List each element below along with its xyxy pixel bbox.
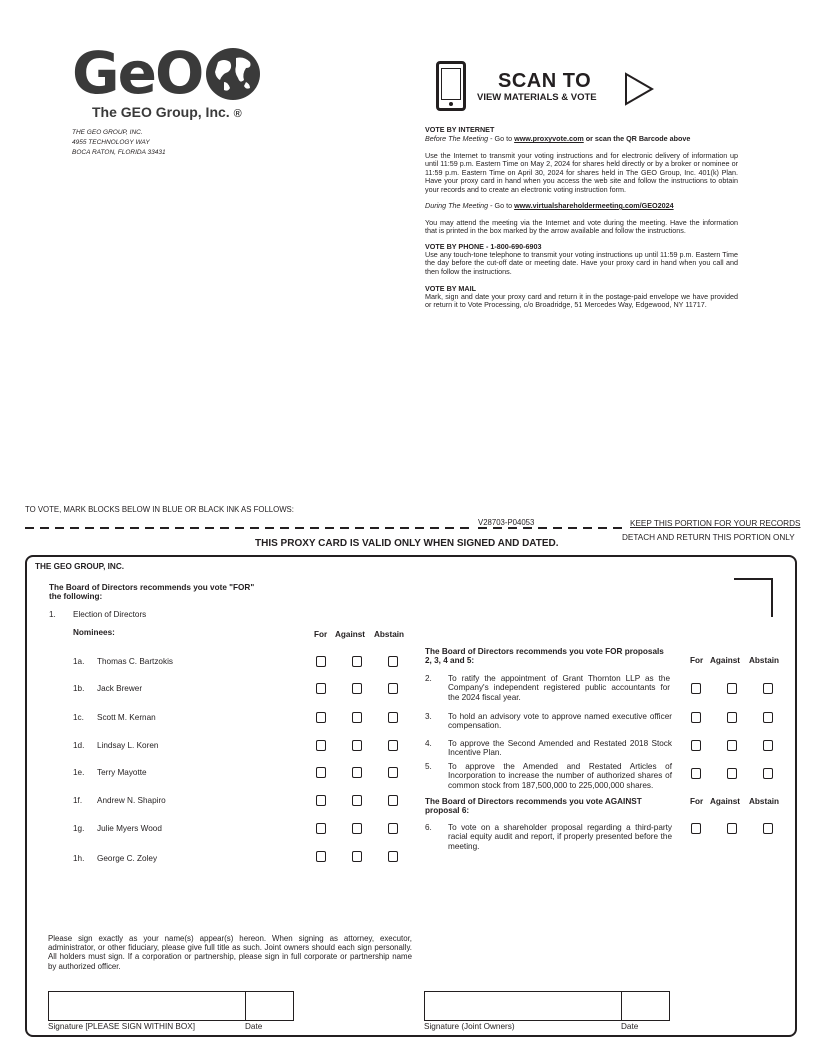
globe-icon [206, 48, 260, 100]
for-checkbox[interactable] [316, 795, 326, 806]
board-rec-line-2: the following: [49, 592, 103, 601]
abstain-checkbox[interactable] [763, 768, 773, 779]
nominees-label: Nominees: [73, 628, 115, 637]
col-for-2: For [690, 656, 704, 665]
board-rec-line-1: The Board of Directors recommends you vote "FOR" [49, 583, 255, 592]
joint-date-label: Date [621, 1022, 639, 1031]
nominee-name: Lindsay L. Koren [97, 741, 159, 750]
nominee-number: 1e. [73, 768, 85, 777]
abstain-checkbox[interactable] [388, 712, 398, 723]
control-code: V28703-P04053 [478, 518, 535, 527]
cut-line-right [478, 527, 622, 529]
for-checkbox[interactable] [691, 712, 701, 723]
proxy-card [25, 555, 797, 1037]
against-checkbox[interactable] [727, 768, 737, 779]
nominee-number: 1c. [73, 713, 84, 722]
col-against: Against [335, 630, 366, 639]
keep-portion-label: KEEP THIS PORTION FOR YOUR RECORDS [630, 519, 801, 528]
abstain-checkbox[interactable] [388, 823, 398, 834]
proposal-text: To vote on a shareholder proposal regarding a third-party racial equity audit and report, if properly presented before the meeting. [448, 823, 672, 851]
vote-internet-heading: VOTE BY INTERNET [425, 125, 495, 134]
item1-label: Election of Directors [73, 610, 147, 619]
date-label: Date [245, 1022, 263, 1031]
virtual-meeting-link[interactable]: www.virtualshareholdermeeting.com/GEO2024 [514, 201, 674, 210]
for-checkbox[interactable] [316, 823, 326, 834]
abstain-checkbox[interactable] [388, 656, 398, 667]
for-checkbox[interactable] [691, 768, 701, 779]
vote-mail-body: Mark, sign and date your proxy card and return it in the postage-paid envelope we have provided or return it to Vote Processing, c/o Broadridge, 51 Mercedes Way, Edgewood, NY 11717. [425, 292, 738, 310]
cut-line-left [25, 527, 470, 529]
scan-subtitle: VIEW MATERIALS & VOTE [477, 92, 597, 103]
proxyvote-link[interactable]: www.proxyvote.com [514, 134, 584, 143]
detach-portion-label: DETACH AND RETURN THIS PORTION ONLY [622, 533, 795, 542]
signature-box[interactable] [48, 991, 294, 1021]
nominee-name: Terry Mayotte [97, 768, 147, 777]
joint-signature-box[interactable] [424, 991, 670, 1021]
proposal-number: 6. [425, 823, 432, 832]
abstain-checkbox[interactable] [388, 767, 398, 778]
nominee-number: 1f. [73, 796, 83, 805]
against-checkbox[interactable] [727, 823, 737, 834]
proposal-number: 4. [425, 739, 432, 748]
logo-company-name: The GEO Group, Inc. [92, 104, 230, 120]
nominee-number: 1a. [73, 657, 85, 666]
joint-signature-date-divider [621, 992, 622, 1020]
registered-mark: ® [233, 108, 242, 120]
proposal-number: 3. [425, 712, 432, 721]
for-checkbox[interactable] [316, 767, 326, 778]
for-checkbox[interactable] [316, 740, 326, 751]
for-checkbox[interactable] [316, 683, 326, 694]
valid-notice: THIS PROXY CARD IS VALID ONLY WHEN SIGNED AND DATED. [255, 538, 559, 549]
signature-date-divider [245, 992, 246, 1020]
board-rec-3-line-2: proposal 6: [425, 806, 470, 815]
address-line-3: BOCA RATON, FLORIDA 33431 [72, 149, 166, 156]
nominee-name: Jack Brewer [97, 684, 143, 693]
proposal-text: To approve the Second Amended and Restated 2018 Stock Incentive Plan. [448, 739, 672, 758]
for-checkbox[interactable] [316, 712, 326, 723]
vote-before-meeting: Before The Meeting - Go to www.proxyvote.com or scan the QR Barcode above [425, 134, 691, 143]
abstain-checkbox[interactable] [388, 683, 398, 694]
abstain-checkbox[interactable] [388, 851, 398, 862]
nominee-number: 1g. [73, 824, 85, 833]
vote-during-body: You may attend the meeting via the Internet and vote during the meeting. Have the information that is printed in the box marked by the arrow available and follow the instructions. [425, 218, 738, 236]
against-checkbox[interactable] [352, 712, 362, 723]
proposal-text: To approve the Amended and Restated Articles of Incorporation to increase the number of authorized shares of common stock from 187,500,000 to 225,000,000 shares. [448, 762, 672, 790]
proposal-number: 2. [425, 674, 432, 683]
col-for-3: For [690, 797, 704, 806]
for-checkbox[interactable] [691, 683, 701, 694]
vote-during-meeting: During The Meeting - Go to www.virtualshareholdermeeting.com/GEO2024 [425, 201, 674, 210]
against-checkbox[interactable] [352, 740, 362, 751]
against-checkbox[interactable] [727, 712, 737, 723]
address-line-2: 4955 TECHNOLOGY WAY [72, 139, 150, 146]
abstain-checkbox[interactable] [763, 712, 773, 723]
nominee-number: 1h. [73, 854, 85, 863]
mark-blocks-instruction: TO VOTE, MARK BLOCKS BELOW IN BLUE OR BLACK INK AS FOLLOWS: [25, 505, 294, 514]
against-checkbox[interactable] [352, 795, 362, 806]
for-checkbox[interactable] [316, 656, 326, 667]
proposal-number: 5. [425, 762, 432, 771]
logo-wordmark: GeO [72, 39, 203, 107]
board-rec-2-line-2: 2, 3, 4 and 5: [425, 656, 475, 665]
play-arrow-icon [624, 72, 654, 106]
for-checkbox[interactable] [691, 740, 701, 751]
smartphone-icon [436, 61, 466, 111]
vote-internet-body: Use the Internet to transmit your voting instructions and for electronic delivery of information up until 11:59 p.m. Eastern Time on May 2, 2024 for shares held directly or by a broker or nominee or 11:59 p.m. Eastern Time on April 30, 2024 for shares held in The GEO Group, Inc. 401(k) Plan. Have your proxy card in hand when you access the web site and follow the instructions to obtain your records and to create an electronic voting instruction form. [425, 151, 738, 194]
against-checkbox[interactable] [352, 823, 362, 834]
abstain-checkbox[interactable] [763, 823, 773, 834]
corner-bracket-icon [732, 577, 774, 619]
nominee-name: Thomas C. Bartzokis [97, 657, 173, 666]
against-checkbox[interactable] [727, 740, 737, 751]
col-for: For [314, 630, 328, 639]
col-abstain: Abstain [374, 630, 405, 639]
abstain-checkbox[interactable] [763, 683, 773, 694]
joint-signature-label: Signature (Joint Owners) [424, 1022, 515, 1031]
item1-number: 1. [49, 610, 56, 619]
against-checkbox[interactable] [352, 767, 362, 778]
abstain-checkbox[interactable] [388, 740, 398, 751]
for-checkbox[interactable] [691, 823, 701, 834]
proposal-text: To ratify the appointment of Grant Thornton LLP as the Company's independent registered public accountants for the 2024 fiscal year. [448, 674, 670, 702]
vote-phone-heading: VOTE BY PHONE - 1-800-690-6903 [425, 242, 542, 251]
board-rec-3-line-1: The Board of Directors recommends you vote AGAINST [425, 797, 642, 806]
against-checkbox[interactable] [352, 683, 362, 694]
col-abstain-3: Abstain [749, 797, 780, 806]
signing-instructions: Please sign exactly as your name(s) appear(s) hereon. When signing as attorney, executor, administrator, or other fiduciary, please give full title as such. Joint owners should each sign personally. All holders must sign. If a corporation or partnership, please sign in full corporate or partnership name by authorized officer. [48, 934, 412, 971]
nominee-name: Julie Myers Wood [97, 824, 162, 833]
against-checkbox[interactable] [727, 683, 737, 694]
nominee-name: Scott M. Kernan [97, 713, 156, 722]
vote-mail-heading: VOTE BY MAIL [425, 284, 476, 293]
against-checkbox[interactable] [352, 656, 362, 667]
vote-phone-body: Use any touch-tone telephone to transmit your voting instructions up until 11:59 p.m. Eastern Time the day before the cut-off date or meeting date. Have your proxy card in hand when you call and then follow the instructions. [425, 250, 738, 276]
address-line-1: THE GEO GROUP, INC. [72, 129, 143, 136]
abstain-checkbox[interactable] [388, 795, 398, 806]
col-against-2: Against [710, 656, 741, 665]
nominee-number: 1b. [73, 684, 85, 693]
abstain-checkbox[interactable] [763, 740, 773, 751]
company-logo [72, 39, 262, 122]
card-company-name: THE GEO GROUP, INC. [35, 562, 125, 571]
nominee-number: 1d. [73, 741, 85, 750]
for-checkbox[interactable] [316, 851, 326, 862]
proposal-text: To hold an advisory vote to approve named executive officer compensation. [448, 712, 672, 731]
nominee-name: George C. Zoley [97, 854, 158, 863]
col-abstain-2: Abstain [749, 656, 780, 665]
against-checkbox[interactable] [352, 851, 362, 862]
col-against-3: Against [710, 797, 741, 806]
nominee-name: Andrew N. Shapiro [97, 796, 166, 805]
scan-title: SCAN TO [498, 70, 592, 92]
signature-label: Signature [PLEASE SIGN WITHIN BOX] [48, 1022, 195, 1031]
board-rec-2-line-1: The Board of Directors recommends you vote FOR proposals [425, 647, 664, 656]
